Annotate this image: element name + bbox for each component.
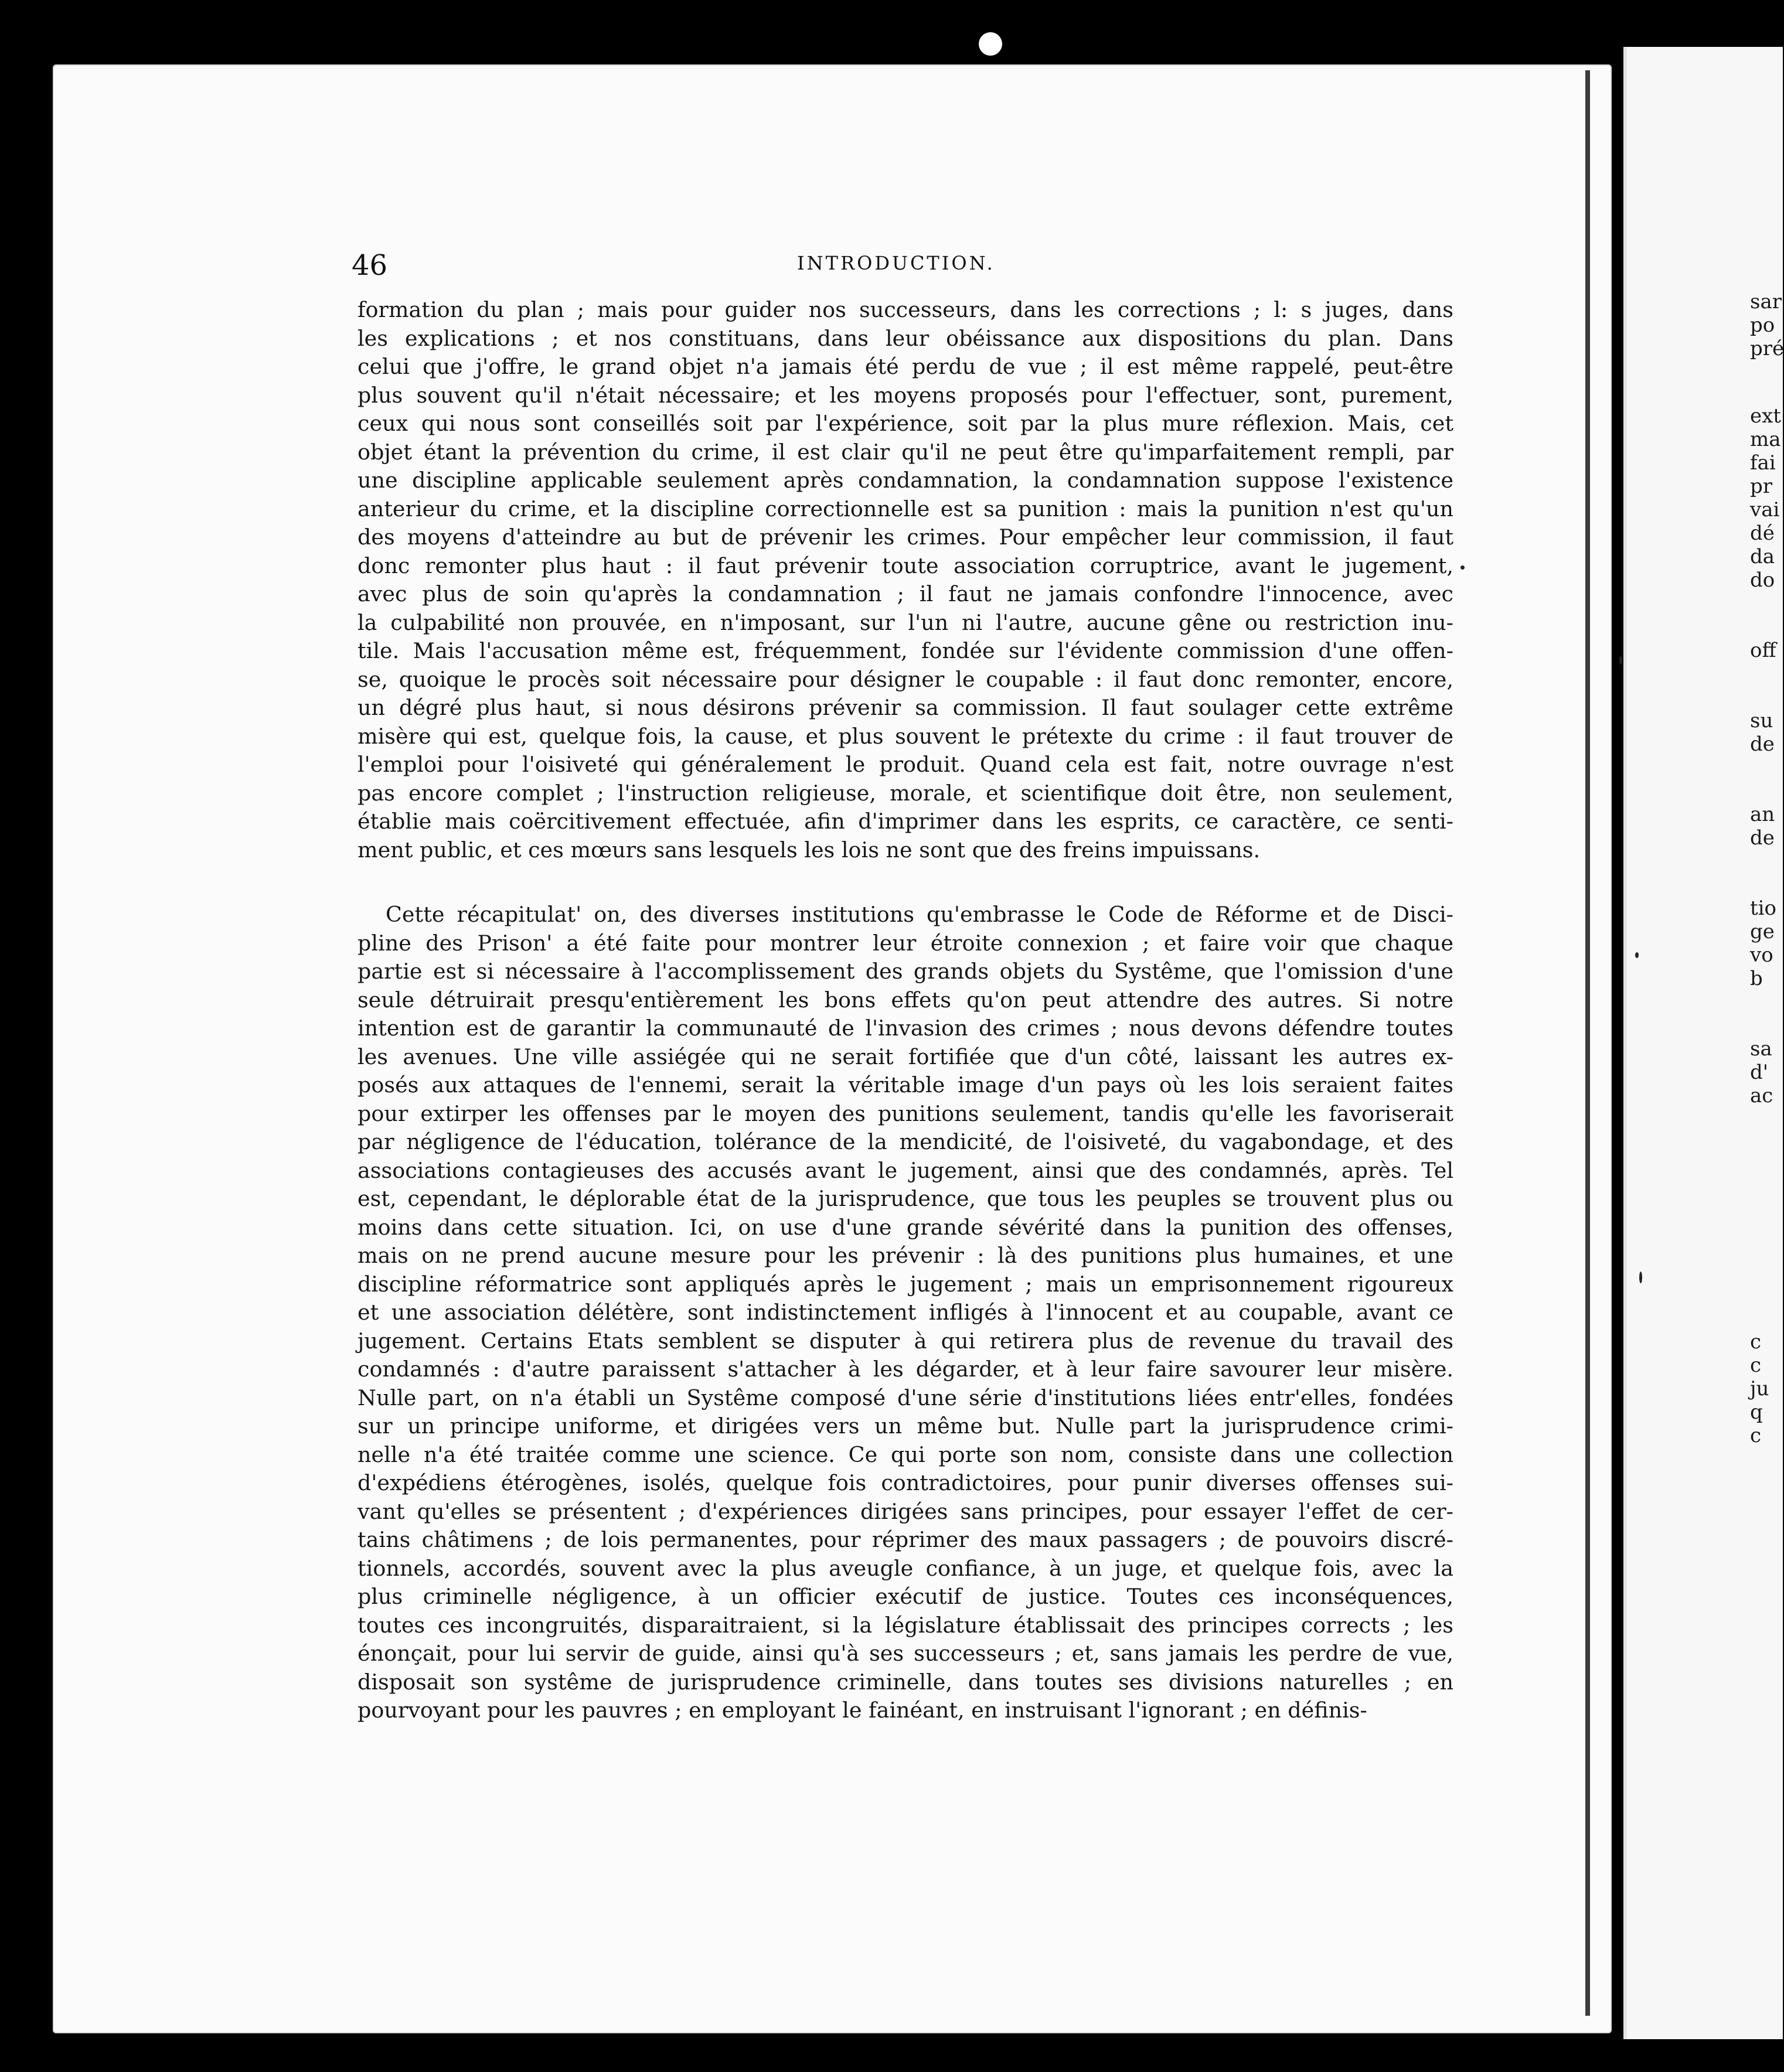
text-line: pas encore complet ; l'instruction religieuse, morale, et scientifique doit être, non seulement, [358,780,1453,806]
facing-page-fragment: ext [1750,404,1781,428]
text-line: nelle n'a été traitée comme une science. Ce qui porte son nom, consiste dans une collection [358,1441,1453,1467]
text-line: jugement. Certains Etats semblent se disputer à qui retirera plus de revenue du travail des [358,1328,1453,1354]
facing-page-fragment: an [1750,803,1775,826]
text-line: des moyens d'atteindre au but de prévenir les crimes. Pour empêcher leur commission, il faut [358,524,1453,550]
text-line: ment public, et ces mœurs sans lesquels les lois ne sont que des freins impuissans. [358,837,1261,863]
facing-page-fragment: c [1750,1424,1762,1447]
facing-page-fragment: sar [1750,290,1782,313]
facing-page-fragment: de [1750,826,1775,850]
text-line: d'expédiens étérogènes, isolés, quelque fois contradictoires, pour punir diverses offenses sui- [358,1470,1453,1495]
ink-speck [1619,656,1622,664]
facing-page-fragment: de [1750,732,1775,756]
ink-speck [1635,952,1639,958]
text-line: pour extirper les offenses par le moyen des punitions seulement, tandis qu'elle les favoriserait [358,1100,1453,1126]
paragraph-2 [358,901,1453,1725]
text-line: misère qui est, quelque fois, la cause, et plus souvent le prétexte du crime : il faut trouver de [358,723,1453,749]
text-line: par négligence de l'éducation, tolérance de la mendicité, de l'oisiveté, du vagabondage, et des [358,1129,1453,1154]
page-gutter [1585,70,1590,2016]
facing-page-fragment: ac [1750,1084,1773,1107]
facing-page [1623,47,1783,2039]
text-line: discipline réformatrice sont appliqués après le jugement ; mais un emprisonnement rigoureux [358,1271,1453,1297]
text-line: Cette récapitulat' on, des diverses institutions qu'embrasse le Code de Réforme et de Disci- [386,902,1453,927]
text-line: est, cependant, le déplorable état de la jurisprudence, que tous les peuples se trouvent plus ou [358,1186,1453,1211]
text-line: pline des Prison' a été faite pour montrer leur étroite connexion ; et faire voir que chaque [358,930,1453,956]
facing-page-fragment: c [1750,1330,1762,1354]
facing-page-fragment: off [1750,639,1776,662]
ink-speck [1639,1272,1642,1283]
text-line: tionnels, accordés, souvent avec la plus aveugle confiance, à un juge, et quelque fois, avec la [358,1555,1453,1581]
running-head: INTRODUCTION. [797,252,995,274]
text-line: posés aux attaques de l'ennemi, serait la véritable image d'un pays où les lois seraient faites [358,1072,1453,1098]
text-line: les avenues. Une ville assiégée qui ne serait fortifiée que d'un côté, laissant les autres ex- [358,1044,1453,1069]
text-line: pourvoyant pour les pauvres ; en employant le fainéant, en instruisant l'ignorant ; en définis- [358,1698,1367,1723]
text-line: mais on ne prend aucune mesure pour les prévenir : là des punitions plus humaines, et une [358,1243,1453,1268]
text-line: Nulle part, on n'a établi un Systême composé d'une série d'institutions liées entr'elles, fondées [358,1385,1453,1410]
text-line: objet étant la prévention du crime, il est clair qu'il ne peut être qu'imparfaitement rempli, par [358,439,1453,465]
paragraph-1 [358,296,1453,864]
text-line: la culpabilité non prouvée, en n'imposant, sur l'un ni l'autre, aucune gêne ou restriction inu- [358,609,1453,635]
text-line: l'emploi pour l'oisiveté qui généralement le produit. Quand cela est fait, notre ouvrage n'est [358,752,1453,777]
facing-page-fragment: fai [1750,451,1776,475]
text-line: avec plus de soin qu'après la condamnation ; il faut ne jamais confondre l'innocence, avec [358,581,1453,606]
facing-page-fragment: q [1750,1400,1763,1424]
text-line: partie est si nécessaire à l'accomplissement des grands objets du Systême, que l'omission d'une [358,959,1453,984]
text-line: et une association délétère, sont indistinctement infligés à l'innocent et au coupable, avant ce [358,1300,1453,1325]
text-line: disposait son systême de jurisprudence criminelle, dans toutes ses divisions naturelles ; en [358,1669,1453,1695]
facing-page-fragment: do [1750,568,1775,592]
text-line: énonçait, pour lui servir de guide, ainsi qu'à ses successeurs ; et, sans jamais les perdre de vue, [358,1641,1453,1666]
text-line: ceux qui nous sont conseillés soit par l'expérience, soit par la plus mure réflexion. Mais, cet [358,411,1453,436]
text-line: donc remonter plus haut : il faut prévenir toute association corruptrice, avant le jugement, [358,553,1453,578]
text-line: seule détruirait presqu'entièrement les bons effets qu'on peut attendre des autres. Si notre [358,987,1453,1013]
facing-page-fragment: ge [1750,920,1775,943]
facing-page-fragment: c [1750,1354,1762,1377]
text-line: les explications ; et nos constituans, dans leur obéissance aux dispositions du plan. Dans [358,325,1453,351]
facing-page-fragment: su [1750,709,1773,732]
facing-page-fragment: b [1750,967,1763,990]
page-number: 46 [352,249,388,282]
text-line: un dégré plus haut, si nous désirons prévenir sa commission. Il faut soulager cette extrême [358,695,1453,720]
text-line: plus souvent qu'il n'était nécessaire; et les moyens proposés pour l'effectuer, sont, purement, [358,382,1453,408]
text-line: formation du plan ; mais pour guider nos successeurs, dans les corrections ; l: s juges, dans [358,297,1453,322]
text-line: établie mais coërcitivement effectuée, afin d'imprimer dans les esprits, ce caractère, ce senti- [358,809,1453,834]
facing-page-fragment: pré [1750,337,1784,360]
text-line: se, quoique le procès soit nécessaire pour désigner le coupable : il faut donc remonter, encore, [358,666,1453,692]
text-line: vant qu'elles se présentent ; d'expériences dirigées sans principes, pour essayer l'effet de cer- [358,1498,1453,1524]
text-line: toutes ces incongruités, disparaitraient, si la législature établissait des principes corrects ; les [358,1612,1453,1638]
text-line: plus criminelle négligence, à un officier exécutif de justice. Toutes ces inconséquences, [358,1584,1453,1609]
text-line: celui que j'offre, le grand objet n'a jamais été perdu de vue ; il est même rappelé, peut-être [358,354,1453,379]
text-line: une discipline applicable seulement après condamnation, la condamnation suppose l'existence [358,468,1453,493]
facing-page-fragment: dé [1750,522,1775,545]
text-line: moins dans cette situation. Ici, on use d'une grande sévérité dans la punition des offenses, [358,1214,1453,1240]
page-body [358,296,1453,1725]
facing-page-fragment: pr [1750,475,1773,498]
text-line: condamnés : d'autre paraissent s'attacher à les dégarder, et à leur faire savourer leur misère. [358,1357,1453,1382]
facing-page-fragment: vo [1750,943,1773,967]
text-line: anterieur du crime, et la discipline correctionnelle est sa punition : mais la punition n'est qu'un [358,496,1453,522]
text-line: sur un principe uniforme, et dirigées vers un même but. Nulle part la jurisprudence crimi- [358,1413,1453,1439]
facing-page-fragment: vai [1750,498,1780,522]
scan-blot [979,32,1002,56]
text-line: associations contagieuses des accusés avant le jugement, ainsi que des condamnés, après. Tel [358,1157,1453,1183]
facing-page-fragment: ju [1750,1377,1769,1400]
facing-page-fragment: sa [1750,1037,1772,1061]
facing-page-fragment: d' [1750,1061,1769,1084]
text-line: tains châtimens ; de lois permanentes, pour réprimer des maux passagers ; de pouvoirs discré- [358,1527,1453,1552]
text-line: intention est de garantir la communauté de l'invasion des crimes ; nous devons défendre toutes [358,1015,1453,1041]
facing-page-fragment: po [1750,313,1775,337]
facing-page-fragment: da [1750,545,1775,568]
ink-speck [1460,565,1465,570]
text-line: tile. Mais l'accusation même est, fréquemment, fondée sur l'évidente commission d'une offen- [358,638,1453,663]
facing-page-fragment: ma [1750,428,1781,451]
facing-page-fragment: tio [1750,897,1777,920]
